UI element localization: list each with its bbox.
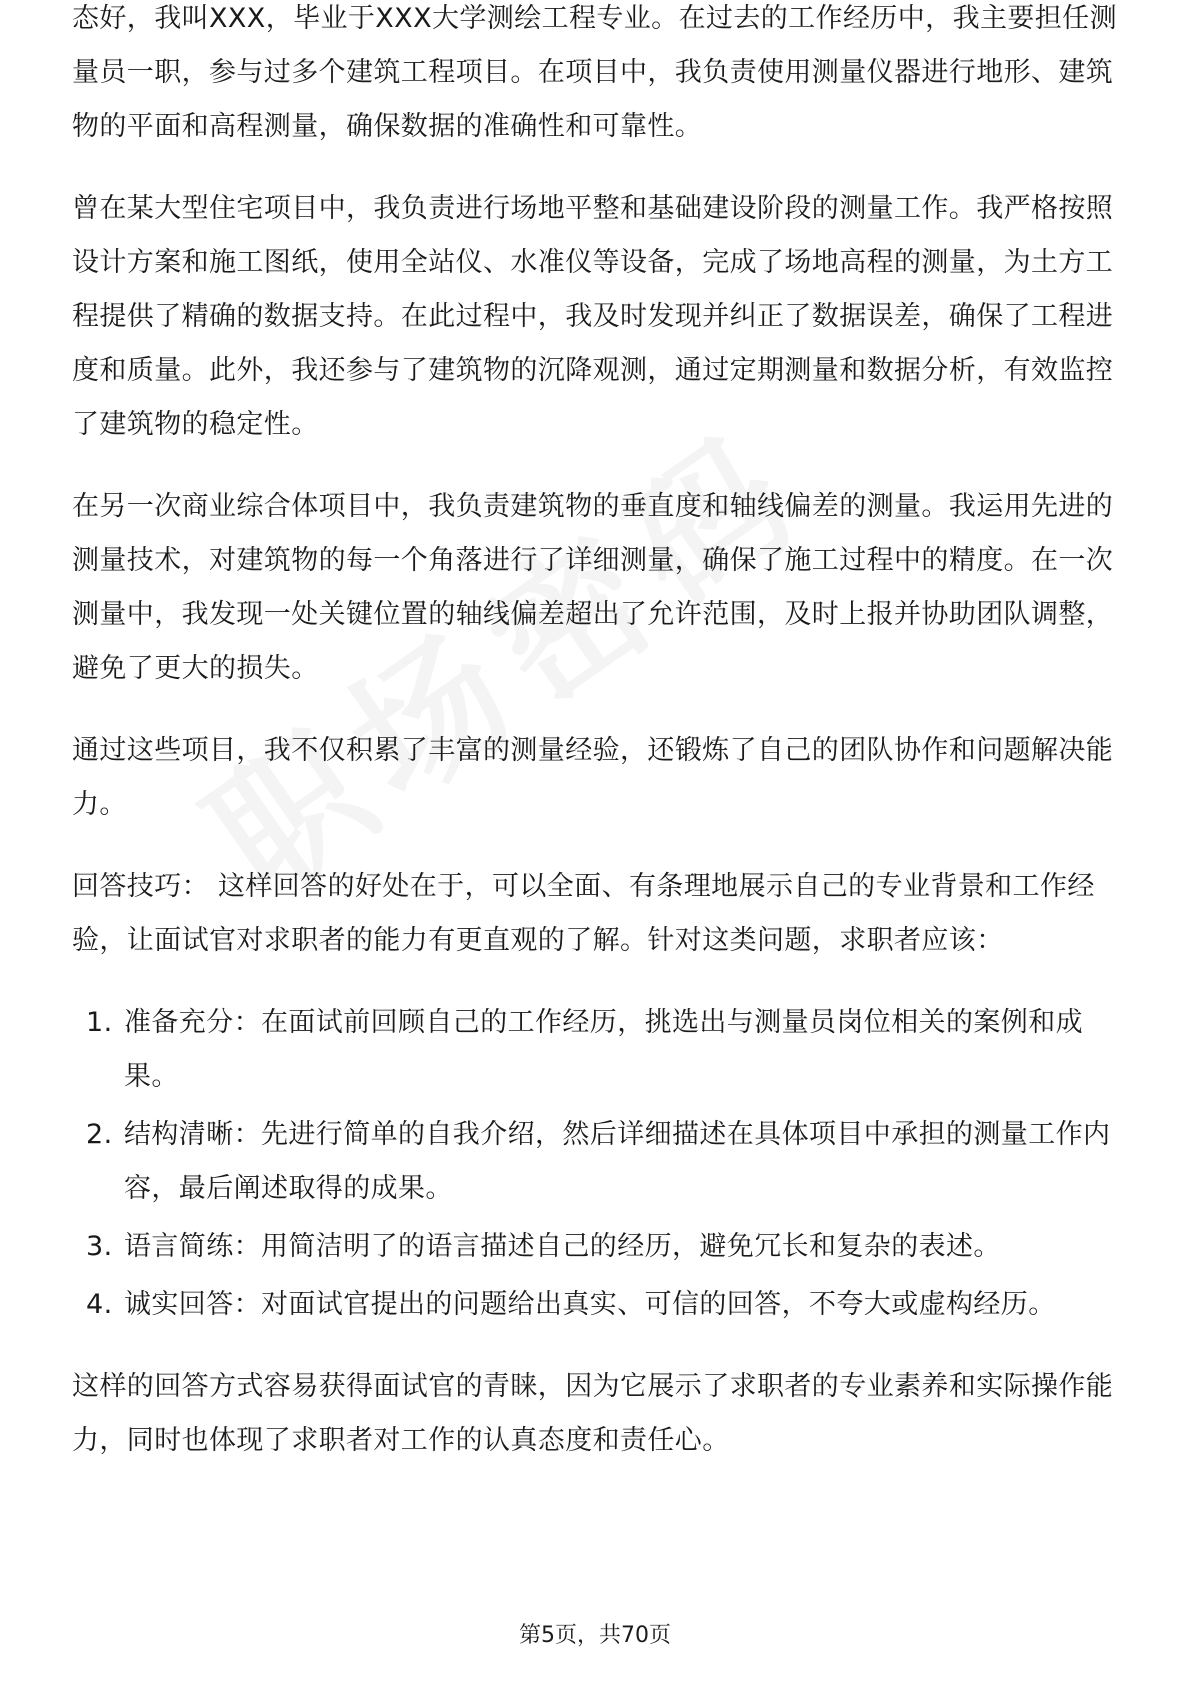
- list-item-number: 3.: [86, 1231, 113, 1262]
- paragraph-conclusion: 这样的回答方式容易获得面试官的青睐，因为它展示了求职者的专业素养和实际操作能力，同时也体现了求职者对工作的认真态度和责任心。: [72, 1371, 1114, 1456]
- paragraph-residential-project: 曾在某大型住宅项目中，我负责进行场地平整和基础建设阶段的测量工作。我严格按照设计方案和施工图纸，使用全站仪、水准仪等设备，完成了场地高程的测量，为土方工程提供了精确的数据支持。在此过程中，我及时发现并纠正了数据误差，确保了工程进度和质量。此外，我还参与了建筑物的沉降观测，通过定期测量和数据分析，有效监控了建筑物的稳定性。: [72, 193, 1114, 440]
- paragraph-answer-tips: 回答技巧： 这样回答的好处在于，可以全面、有条理地展示自己的专业背景和工作经验，让面试官对求职者的能力有更直观的了解。针对这类问题，求职者应该：: [72, 871, 1095, 956]
- page-content: [72, 3, 1120, 1468]
- list-item: [72, 1278, 1120, 1332]
- page-number-footer: 第5页，共70页: [519, 1623, 671, 1648]
- list-item-number: 4.: [86, 1289, 113, 1320]
- tips-list: [72, 996, 1120, 1332]
- list-item-number: 1.: [86, 1007, 113, 1038]
- list-item-number: 2.: [86, 1119, 113, 1150]
- paragraph-commercial-project: 在另一次商业综合体项目中，我负责建筑物的垂直度和轴线偏差的测量。我运用先进的测量技术，对建筑物的每一个角落进行了详细测量，确保了施工过程中的精度。在一次测量中，我发现一处关键位置的轴线偏差超出了允许范围，及时上报并协助团队调整，避免了更大的损失。: [72, 491, 1114, 684]
- paragraph-intro: 态好，我叫XXX，毕业于XXX大学测绘工程专业。在过去的工作经历中，我主要担任测量员一职，参与过多个建筑工程项目。在项目中，我负责使用测量仪器进行地形、建筑物的平面和高程测量，确保数据的准确性和可靠性。: [72, 3, 1117, 142]
- list-item-text: 结构清晰：先进行简单的自我介绍，然后详细描述在具体项目中承担的测量工作内容，最后阐述取得的成果。: [124, 1119, 1111, 1204]
- paragraph-summary: 通过这些项目，我不仅积累了丰富的测量经验，还锻炼了自己的团队协作和问题解决能力。: [72, 735, 1114, 820]
- list-item: [72, 996, 1120, 1104]
- list-item-text: 语言简练：用简洁明了的语言描述自己的经历，避免冗长和复杂的表述。: [124, 1231, 1001, 1262]
- list-item-text: 准备充分：在面试前回顾自己的工作经历，挑选出与测量员岗位相关的案例和成果。: [124, 1007, 1083, 1092]
- list-item: [72, 1108, 1120, 1216]
- list-item-text: 诚实回答：对面试官提出的问题给出真实、可信的回答，不夸大或虚构经历。: [124, 1289, 1056, 1320]
- list-item: [72, 1220, 1120, 1274]
